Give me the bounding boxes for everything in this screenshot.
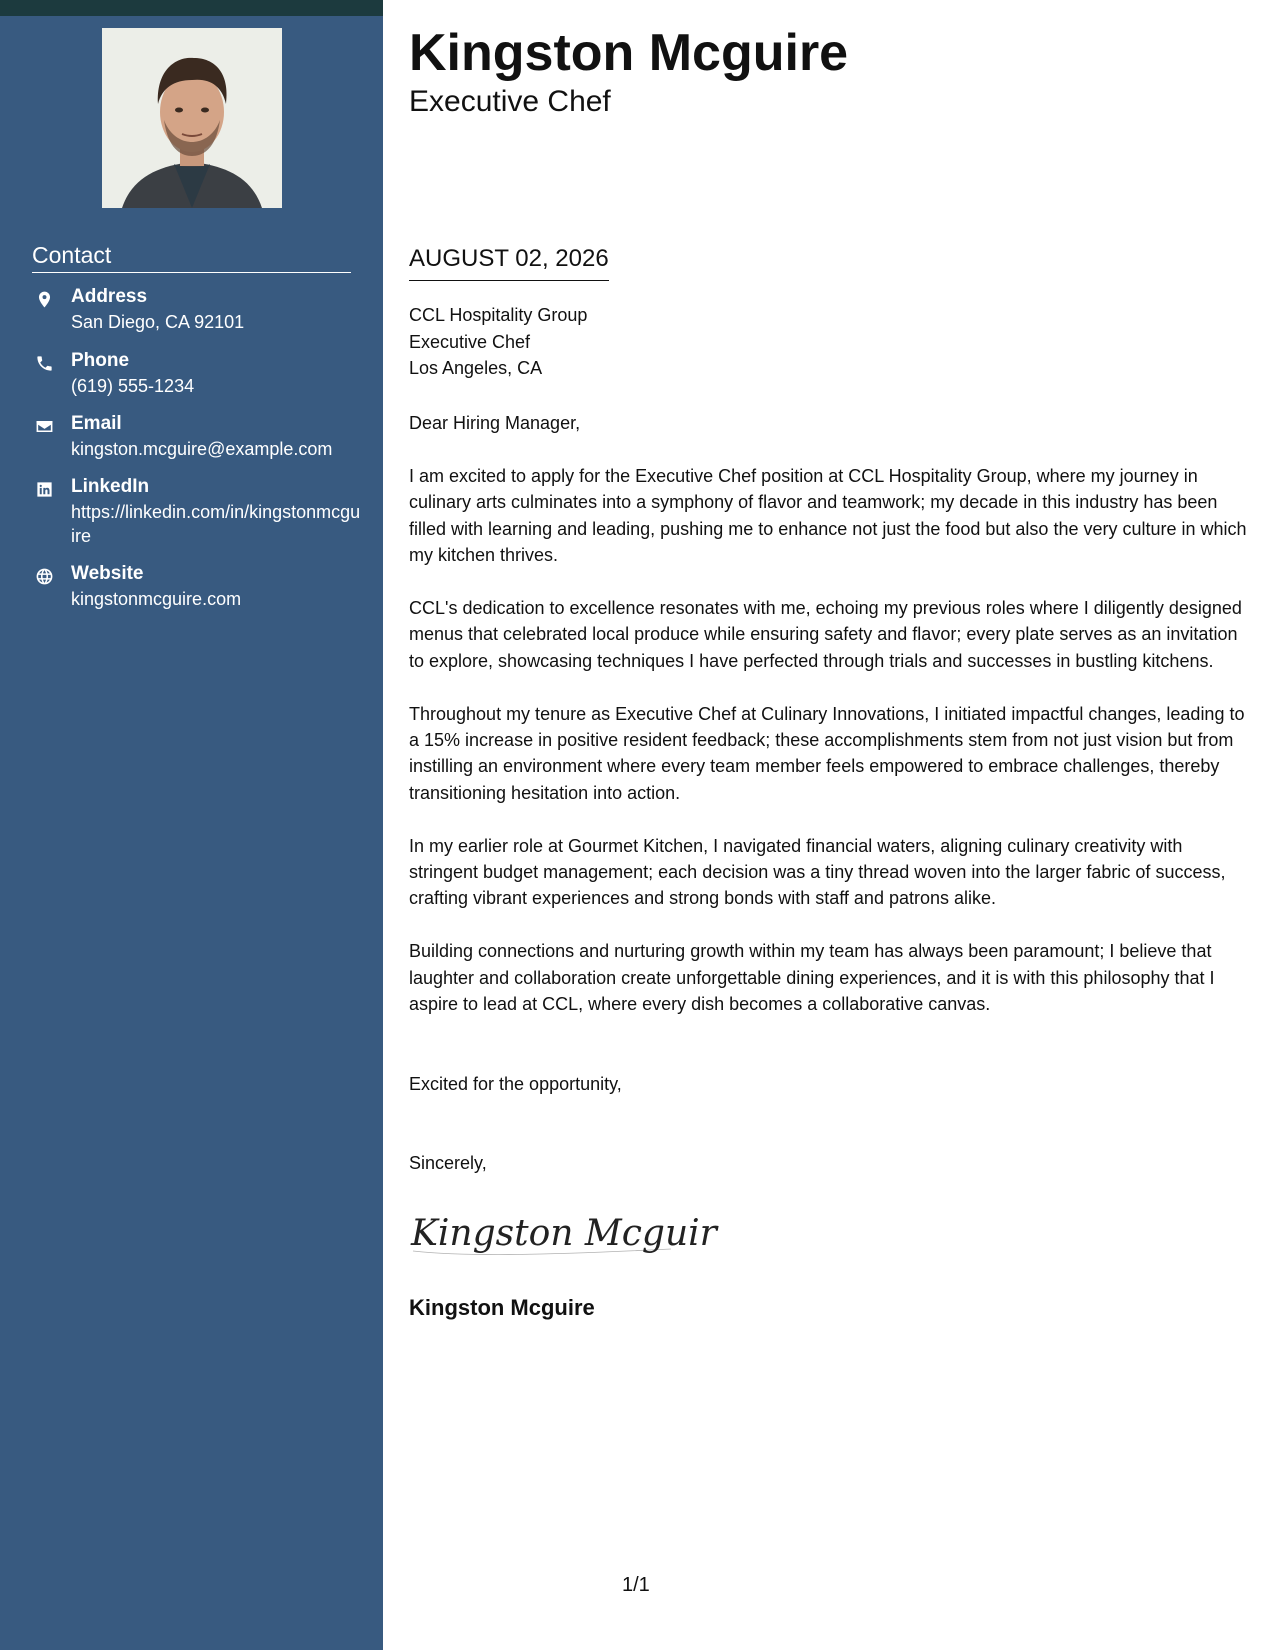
signer-name: Kingston Mcguire [409,1295,595,1320]
body-paragraph: In my earlier role at Gourmet Kitchen, I navigated financial waters, aligning culinary creativity with stringent budget management; each decision was a tiny thread woven into the larger fabric of success, crafting vibrant experiences and strong bonds with staff and patrons alike. [409,835,1226,909]
body-paragraph: CCL's dedication to excellence resonates with me, echoing my previous roles where I diligently designed menus that celebrated local produce while ensuring safety and flavor; every plate serves as an invitation to explore, showcasing techniques I have perfected through trials and successes in bustling kitchens. [409,598,1242,671]
contact-label: Address [71,286,148,307]
sidebar [0,0,383,1650]
job-title: Executive Chef [409,85,611,118]
contact-label: Phone [71,350,130,371]
recipient-block [409,302,587,382]
envelope-icon [32,414,56,438]
page-number: 1/1 [622,1574,650,1596]
contact-value: (619) 555-1234 [71,376,195,396]
body-paragraph: Throughout my tenure as Executive Chef at Culinary Innovations, I initiated impactful changes, leading to a 15% increase in positive resident feedback; these accomplishments stem from not just vision but from instilling an environment where every team member feels empowered to embrace challenges, thereby transitioning hesitation into action. [409,703,1245,803]
body-paragraph: Building connections and nurturing growth within my team has always been paramount; I believe that laughter and collaboration create unforgettable dining experiences, and it is with this philosophy that I aspire to lead at CCL, where every dish becomes a collaborative canvas. [409,941,1215,1015]
body-paragraph: I am excited to apply for the Executive Chef position at CCL Hospitality Group, where my journey in culinary arts culminates into a symphony of flavor and teamwork; my decade in this industry has been filled with learning and leading, pushing me to enhance not just the food but also the very culture in which my kitchen thrives. [409,466,1247,566]
salutation: Dear Hiring Manager, [409,413,581,433]
closing-line: Excited for the opportunity, [409,1074,622,1094]
contact-value: kingston.mcguire@example.com [71,439,333,459]
sign-off: Sincerely, [409,1153,487,1173]
avatar [102,28,282,208]
map-pin-icon [32,287,56,311]
linkedin-icon [32,477,56,501]
handwritten-signature [409,1205,717,1261]
letter-body [409,463,1254,1044]
contact-label: Email [71,413,122,434]
phone-icon [32,351,56,375]
contact-label: Website [71,563,144,584]
globe-icon [32,564,56,588]
sidebar-top-bar [0,0,383,16]
recipient-position: Executive Chef [409,331,531,352]
svg-text:Kingston Mcguir: Kingston Mcguir [411,1213,717,1254]
contact-heading: Contact [32,240,351,273]
contact-value: kingstonmcguire.com [71,589,242,609]
page-title: Kingston Mcguire [409,24,849,82]
recipient-location: Los Angeles, CA [409,358,543,378]
contact-label: LinkedIn [71,476,150,497]
recipient-company: CCL Hospitality Group [409,305,588,325]
contact-value: https://linkedin.com/in/kingstonmcguire [71,502,361,546]
contact-value: San Diego, CA 92101 [71,312,245,332]
letter-date: AUGUST 02, 2026 [409,242,609,281]
